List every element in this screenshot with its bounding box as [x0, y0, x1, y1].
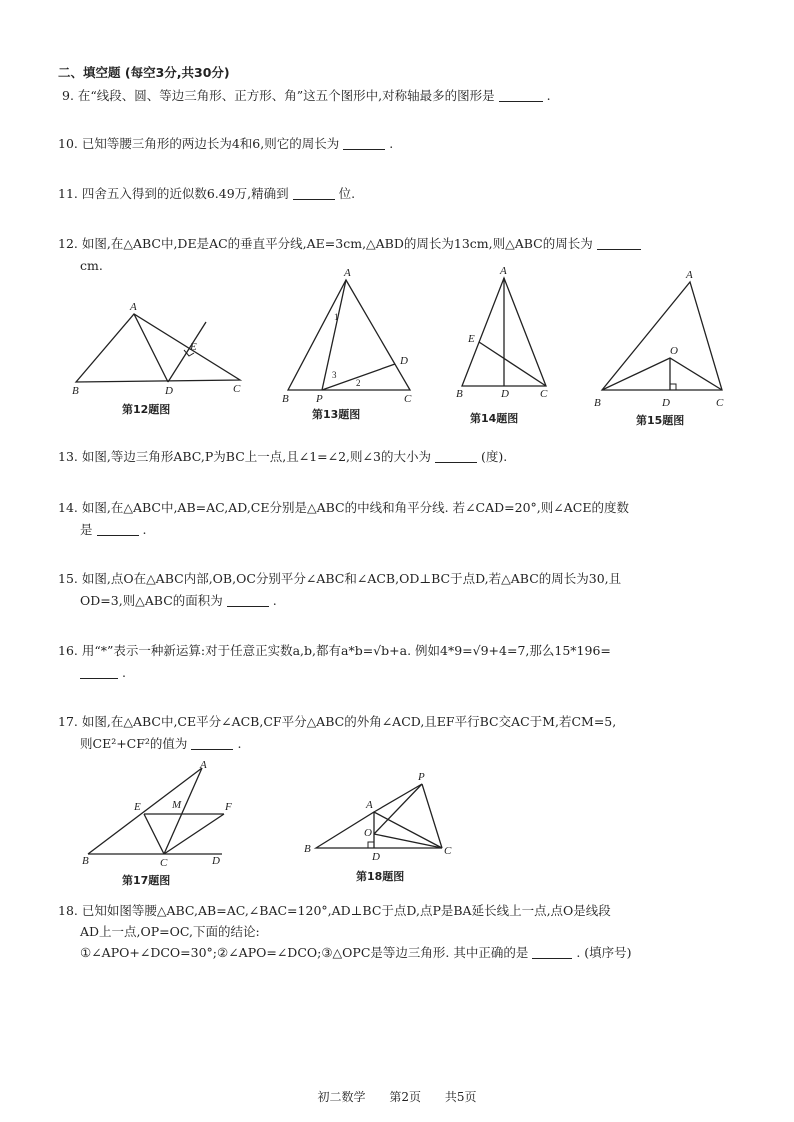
right-angle-mark [368, 842, 374, 848]
label-angle-1: 1 [334, 312, 339, 322]
footer-page-number: 第2页 [389, 1090, 421, 1104]
label-c: C [160, 857, 168, 869]
question-17 [58, 714, 616, 730]
caption-fig14: 第14题图 [470, 412, 519, 425]
label-angle-2: 2 [356, 378, 361, 388]
label-d: D [662, 397, 670, 409]
question-16 [58, 643, 611, 659]
question-17-text-2: 则CE²+CF²的值为 [80, 736, 188, 751]
question-15-text: 15. 如图,点O在△ABC内部,OB,OC分别平分∠ABC和∠ACB,OD⊥BC于点D,若△ABC的周长为30,且 [58, 571, 622, 586]
footer-total-pages: 共5页 [444, 1090, 477, 1104]
question-14-text-2: 是 [80, 522, 93, 537]
caption-fig18: 第18题图 [356, 870, 405, 883]
triangle-abc [76, 314, 240, 382]
question-16-line2: . [80, 665, 126, 681]
question-16-text: 16. 用“*”表示一种新运算:对于任意正实数a,b,都有a*b=√b+a. 例如4*9=√9+4=7,那么15*196= [58, 643, 611, 658]
figure-18 [300, 768, 460, 886]
question-18-suffix: . (填序号) [576, 945, 632, 960]
question-13-suffix: (度). [480, 449, 508, 464]
segment-ba [88, 768, 202, 854]
question-11-text: 11. 四舍五入得到的近似数6.49万,精确到 [58, 186, 289, 201]
label-a: A [344, 267, 351, 279]
question-13-text: 13. 如图,等边三角形ABC,P为BC上一点,且∠1=∠2,则∠3的大小为 [58, 449, 431, 464]
question-15-text-2: OD=3,则△ABC的面积为 [80, 593, 223, 608]
question-18 [58, 903, 611, 919]
label-d: D [372, 851, 380, 863]
label-c: C [404, 393, 412, 405]
label-e: E [468, 333, 475, 345]
label-f: F [225, 801, 232, 813]
segment-oc [374, 834, 442, 848]
label-a: A [686, 269, 693, 281]
label-b: B [72, 385, 79, 397]
label-a: A [200, 759, 207, 771]
label-c: C [233, 383, 241, 395]
label-p: P [418, 771, 425, 783]
label-a: A [130, 301, 137, 313]
caption-fig13: 第13题图 [312, 408, 361, 421]
answer-blank-11[interactable] [293, 187, 335, 200]
figure-14 [452, 262, 562, 428]
question-18-line2: AD上一点,OP=OC,下面的结论: [80, 924, 260, 939]
question-9-text: 9. 在“线段、圆、等边三角形、正方形、角”这五个图形中,对称轴最多的图形是 [62, 88, 495, 103]
question-17-text: 17. 如图,在△ABC中,CE平分∠ACB,CF平分△ABC的外角∠ACD,且EF平行BC交AC于M,若CM=5, [58, 714, 617, 729]
label-a: A [366, 799, 373, 811]
label-b: B [304, 843, 311, 855]
question-18-text-3: ①∠APO+∠DCO=30°;②∠APO=∠DCO;③△OPC是等边三角形. 其中正确的是 [80, 945, 529, 960]
figure-13 [280, 266, 420, 422]
label-b: B [282, 393, 289, 405]
label-e: E [190, 341, 197, 353]
question-10: 10. 已知等腰三角形的两边长为4和6,则它的周长为 . [58, 136, 394, 151]
question-14-text: 14. 如图,在△ABC中,AB=AC,AD,CE分别是△ABC的中线和角平分线. 若∠CAD=20°,则∠ACE的度数 [58, 500, 629, 515]
question-12-text: 12. 如图,在△ABC中,DE是AC的垂直平分线,AE=3cm,△ABD的周长为13cm,则△ABC的周长为 [58, 236, 593, 251]
question-10-text: 10. 已知等腰三角形的两边长为4和6,则它的周长为 [58, 136, 340, 151]
segment-op [374, 784, 422, 834]
label-e: E [134, 801, 141, 813]
caption-fig15: 第15题图 [636, 414, 685, 427]
answer-blank-16[interactable] [80, 666, 118, 679]
segment-ec [144, 814, 164, 854]
label-d: D [501, 388, 509, 400]
page-footer [0, 1088, 794, 1105]
label-angle-3: 3 [332, 370, 337, 380]
question-17-line2: 则CE²+CF²的值为 . [80, 736, 242, 751]
figure-12 [70, 298, 250, 418]
answer-blank-15[interactable] [227, 594, 269, 607]
segment-ap [374, 784, 422, 812]
answer-blank-13[interactable] [435, 450, 477, 463]
label-b: B [82, 855, 89, 867]
label-m: M [172, 799, 182, 811]
label-b: B [594, 397, 601, 409]
label-b: B [456, 388, 463, 400]
figure-15 [594, 266, 734, 432]
question-12 [58, 236, 645, 252]
question-13 [58, 449, 507, 465]
label-c: C [540, 388, 548, 400]
label-d: D [400, 355, 408, 367]
answer-blank-9[interactable] [499, 89, 543, 102]
label-a: A [500, 265, 507, 277]
question-15 [58, 571, 621, 587]
label-c: C [444, 845, 452, 857]
answer-blank-18[interactable] [532, 946, 572, 959]
caption-fig12: 第12题图 [122, 403, 171, 416]
label-o: O [364, 827, 372, 839]
footer-subject: 初二数学 [317, 1090, 366, 1104]
answer-blank-12[interactable] [597, 237, 641, 250]
label-c: C [716, 397, 724, 409]
question-14-line2: 是 . [80, 522, 147, 537]
segment-ce [479, 342, 546, 386]
label-d: D [212, 855, 220, 867]
label-o: O [670, 345, 678, 357]
triangle-abc [316, 812, 442, 848]
question-11-suffix: 位. [338, 186, 356, 201]
answer-blank-10[interactable] [343, 137, 385, 150]
answer-blank-14[interactable] [97, 523, 139, 536]
segments-bo-oc [602, 358, 722, 390]
label-d: D [165, 385, 173, 397]
caption-fig17: 第17题图 [122, 874, 171, 887]
question-11 [58, 186, 355, 202]
answer-blank-17[interactable] [191, 737, 233, 750]
segment-de [168, 322, 206, 382]
question-18-line3 [80, 945, 632, 961]
question-9: 9. 在“线段、圆、等边三角形、正方形、角”这五个图形中,对称轴最多的图形是 . [62, 88, 551, 103]
triangle-abc [288, 280, 410, 390]
label-p: P [316, 393, 323, 405]
question-14 [58, 500, 629, 516]
triangle-abc [602, 282, 722, 390]
right-angle-mark [670, 384, 676, 390]
question-18-text: 18. 已知如图等腰△ABC,AB=AC,∠BAC=120°,AD⊥BC于点D,点P是BA延长线上一点,点O是线段 [58, 903, 611, 918]
question-12-suffix: cm. [80, 258, 103, 273]
question-15-line2: OD=3,则△ABC的面积为 . [80, 593, 277, 608]
figure-17 [80, 758, 240, 890]
section-title: 二、填空题 (每空3分,共30分) [58, 65, 230, 80]
